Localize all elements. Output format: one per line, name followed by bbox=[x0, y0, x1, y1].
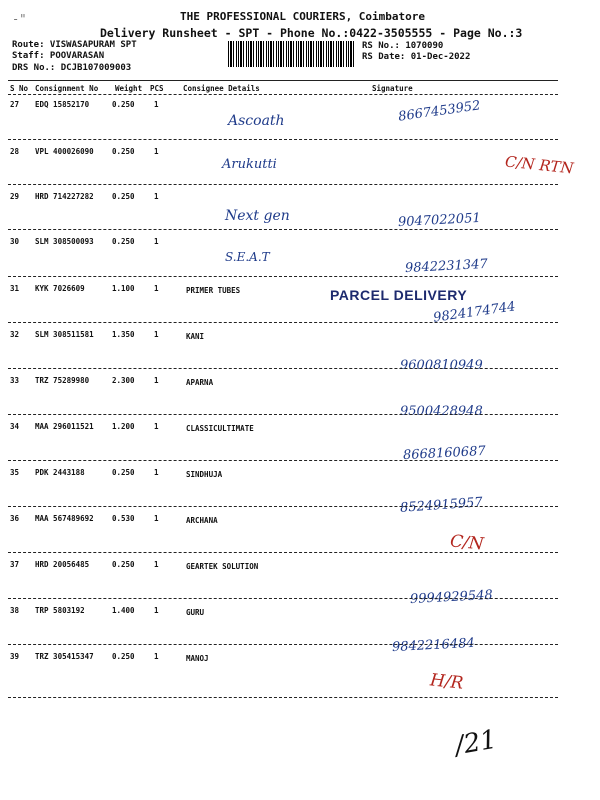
row-separator bbox=[8, 276, 558, 277]
cell-pcs: 1 bbox=[154, 514, 159, 523]
cell-weight: 0.250 bbox=[112, 237, 135, 246]
cell-consignment: EDQ 15852170 bbox=[35, 100, 90, 109]
cell-consignment: KYK 7026609 bbox=[35, 284, 85, 293]
cell-sno: 33 bbox=[10, 376, 20, 385]
company-title: THE PROFESSIONAL COURIERS, Coimbatore bbox=[180, 10, 426, 23]
cell-consignment: SLM 308500093 bbox=[35, 237, 94, 246]
cell-consignee: ARCHANA bbox=[186, 516, 218, 525]
cell-sno: 28 bbox=[10, 147, 20, 156]
row-separator bbox=[8, 697, 558, 698]
cell-weight: 1.350 bbox=[112, 330, 135, 339]
cell-weight: 1.400 bbox=[112, 606, 135, 615]
row-separator bbox=[8, 414, 558, 415]
barcode bbox=[228, 41, 354, 67]
cell-pcs: 1 bbox=[154, 147, 159, 156]
cell-pcs: 1 bbox=[154, 468, 159, 477]
cell-pcs: 1 bbox=[154, 376, 159, 385]
cell-weight: 1.100 bbox=[112, 284, 135, 293]
corner-mark: -" bbox=[12, 12, 27, 26]
signature-phone: 9994929548 bbox=[409, 587, 494, 608]
header-bottom-rule bbox=[8, 94, 558, 95]
cell-consignee: KANI bbox=[186, 332, 205, 341]
cell-consignment: HRD 20056485 bbox=[35, 560, 90, 569]
cell-sno: 30 bbox=[10, 237, 20, 246]
cell-consignment: TRZ 75289980 bbox=[35, 376, 90, 385]
row-separator bbox=[8, 184, 558, 185]
cell-consignment: HRD 714227282 bbox=[35, 192, 94, 201]
cell-pcs: 1 bbox=[154, 330, 159, 339]
cell-sno: 34 bbox=[10, 422, 20, 431]
route-label: Route: VISWASAPURAM SPT bbox=[12, 40, 137, 50]
cell-consignee: APARNA bbox=[186, 378, 214, 387]
cell-consignee: MANOJ bbox=[186, 654, 209, 663]
cell-consignment: SLM 308511581 bbox=[35, 330, 94, 339]
cell-sno: 31 bbox=[10, 284, 20, 293]
cell-sno: 29 bbox=[10, 192, 20, 201]
signature-phone: 8668160687 bbox=[402, 443, 487, 464]
row-separator bbox=[8, 598, 558, 599]
cell-weight: 0.250 bbox=[112, 468, 135, 477]
cell-consignee: PRIMER TUBES bbox=[186, 286, 241, 295]
cell-weight: 2.300 bbox=[112, 376, 135, 385]
cell-weight: 0.250 bbox=[112, 147, 135, 156]
signature-phone: 9600810949 bbox=[400, 358, 483, 373]
row-separator bbox=[8, 460, 558, 461]
col-pcs: PCS bbox=[150, 84, 164, 93]
status-mark: C/N bbox=[449, 531, 485, 555]
row-separator bbox=[8, 139, 558, 140]
cell-consignee: GEARTEK SOLUTION bbox=[186, 562, 259, 571]
cell-pcs: 1 bbox=[154, 422, 159, 431]
col-weight: Weight bbox=[115, 84, 143, 93]
status-mark: H/R bbox=[429, 670, 465, 694]
cell-consignment: MAA 567489692 bbox=[35, 514, 94, 523]
cell-weight: 0.250 bbox=[112, 100, 135, 109]
runsheet-title: Delivery Runsheet - SPT - Phone No.:0422-3505555 - Page No.:3 bbox=[100, 26, 523, 40]
row-separator bbox=[8, 322, 558, 323]
cell-sno: 27 bbox=[10, 100, 20, 109]
col-sno: S No bbox=[10, 84, 29, 93]
cell-sno: 38 bbox=[10, 606, 20, 615]
cell-consignee: SINDHUJA bbox=[186, 470, 223, 479]
cell-weight: 1.200 bbox=[112, 422, 135, 431]
cell-sno: 35 bbox=[10, 468, 20, 477]
cell-consignment: MAA 296011521 bbox=[35, 422, 94, 431]
signature-phone: 9824174744 bbox=[432, 299, 517, 326]
handwritten-consignee: Next gen bbox=[225, 208, 290, 224]
handwritten-consignee: Arukutti bbox=[222, 157, 277, 172]
handwritten-consignee: S.E.A.T bbox=[225, 250, 270, 264]
signature-phone: 9842216484 bbox=[391, 635, 476, 656]
handwritten-consignee: Ascoath bbox=[228, 113, 285, 129]
cell-pcs: 1 bbox=[154, 606, 159, 615]
cell-pcs: 1 bbox=[154, 192, 159, 201]
col-signature: Signature bbox=[372, 84, 413, 93]
drs-number: DRS No.: DCJB107009003 bbox=[12, 63, 132, 73]
parcel-delivery-stamp: PARCEL DELIVERY bbox=[330, 287, 468, 303]
cell-weight: 0.250 bbox=[112, 652, 135, 661]
signature-phone: 9500428948 bbox=[400, 404, 483, 419]
col-consignee: Consignee Details bbox=[183, 84, 260, 93]
cell-consignment: TRP 5803192 bbox=[35, 606, 85, 615]
header-top-rule bbox=[8, 80, 558, 81]
signature-phone: 9842231347 bbox=[404, 256, 489, 277]
rs-date: RS Date: 01-Dec-2022 bbox=[362, 52, 471, 62]
status-mark: C/N RTN bbox=[504, 152, 575, 178]
cell-weight: 0.250 bbox=[112, 192, 135, 201]
cell-pcs: 1 bbox=[154, 652, 159, 661]
cell-consignee: CLASSICULTIMATE bbox=[186, 424, 254, 433]
staff-label: Staff: POOVARASAN bbox=[12, 51, 105, 61]
cell-sno: 37 bbox=[10, 560, 20, 569]
cell-sno: 32 bbox=[10, 330, 20, 339]
cell-sno: 36 bbox=[10, 514, 20, 523]
col-consignment: Consignment No bbox=[35, 84, 99, 93]
cell-pcs: 1 bbox=[154, 560, 159, 569]
cell-consignee: GURU bbox=[186, 608, 205, 617]
row-separator bbox=[8, 368, 558, 369]
signature-phone: 9047022051 bbox=[397, 210, 482, 231]
cell-consignment: VPL 400026090 bbox=[35, 147, 94, 156]
signature-phone: 8667453952 bbox=[397, 98, 482, 125]
row-separator bbox=[8, 506, 558, 507]
cell-sno: 39 bbox=[10, 652, 20, 661]
cell-pcs: 1 bbox=[154, 237, 159, 246]
row-separator bbox=[8, 552, 558, 553]
cell-weight: 0.530 bbox=[112, 514, 135, 523]
row-separator bbox=[8, 229, 558, 230]
footer-handwritten-note: /21 bbox=[452, 724, 500, 762]
cell-consignment: TRZ 305415347 bbox=[35, 652, 94, 661]
signature-phone: 8524915957 bbox=[399, 495, 484, 516]
cell-pcs: 1 bbox=[154, 100, 159, 109]
cell-pcs: 1 bbox=[154, 284, 159, 293]
row-separator bbox=[8, 644, 558, 645]
cell-weight: 0.250 bbox=[112, 560, 135, 569]
cell-consignment: PDK 2443188 bbox=[35, 468, 85, 477]
rs-number: RS No.: 1070090 bbox=[362, 41, 444, 51]
